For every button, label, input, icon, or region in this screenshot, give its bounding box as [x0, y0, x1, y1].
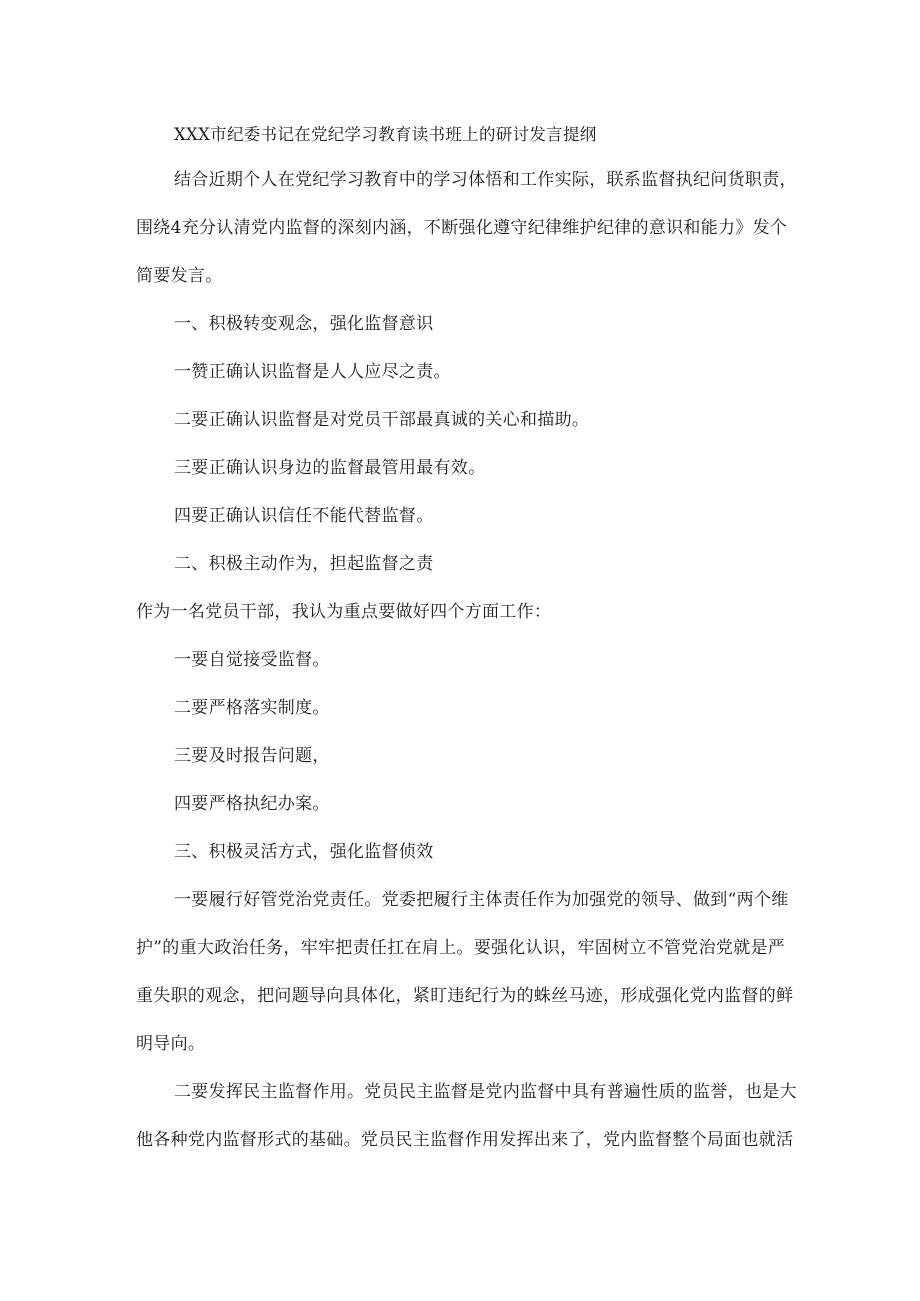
document-title: XXX市纪委书记在党纪学习教育读书班上的研讨发言提纲	[174, 125, 597, 144]
paragraph-line: 他各种党内监督形式的基础。党员民主监督作用发挥出来了，党内监督整个局面也就活	[136, 1130, 794, 1150]
paragraph-line-intro-3: 简要发言。	[136, 266, 223, 286]
paragraph-line-intro-1: 结合近期个人在党纪学习教育中的学习体悟和工作实际，联系监督执纪问货职责，	[174, 170, 797, 190]
list-item: 三要正确认识身边的监督最管用最有效。	[174, 458, 486, 478]
list-item: 四要正确认识信任不能代替监督。	[174, 506, 434, 526]
paragraph-line: 护”的重大政治任务，牢牢把责任扛在肩上。要强化认识，牢固树立不管党治党就是严	[136, 938, 786, 958]
list-item: 二要严格落实制度。	[174, 698, 330, 718]
paragraph-line-intro-2: 围绕4充分认清党内监督的深刻内涵，不断强化遵守纪律维护纪律的意识和能力》发个	[136, 218, 788, 238]
paragraph-line: 明导向。	[136, 1034, 206, 1054]
paragraph-line: 作为一名党员干部，我认为重点要做好四个方面工作：	[136, 602, 552, 622]
list-item: 四要严格执纪办案。	[174, 794, 330, 814]
paragraph-line: 一要履行好管党治党责任。党委把履行主体责任作为加强党的领导、做到“两个维	[174, 890, 789, 910]
section-heading-2: 二、积极主动作为，担起监督之责	[174, 554, 434, 574]
section-heading-1: 一、积极转变观念，强化监督意识	[174, 314, 434, 334]
list-item: 三要及时报告问题，	[174, 746, 330, 766]
paragraph-line: 二要发挥民主监督作用。党员民主监督是党内监督中具有普遍性质的监誉，也是大	[174, 1082, 797, 1102]
list-item: 二要正确认识监督是对党员干部最真诚的关心和描助。	[174, 410, 590, 430]
list-item: 一赞正确认识监督是人人应尽之责。	[174, 362, 451, 382]
paragraph-line: 重失职的观念，把问题导向具体化，紧盯违纪行为的蛛丝马迹，形成强化党内监督的鲜	[136, 986, 794, 1006]
list-item: 一要自觉接受监督。	[174, 650, 330, 670]
section-heading-3: 三、积极灵活方式，强化监督侦效	[174, 842, 434, 862]
